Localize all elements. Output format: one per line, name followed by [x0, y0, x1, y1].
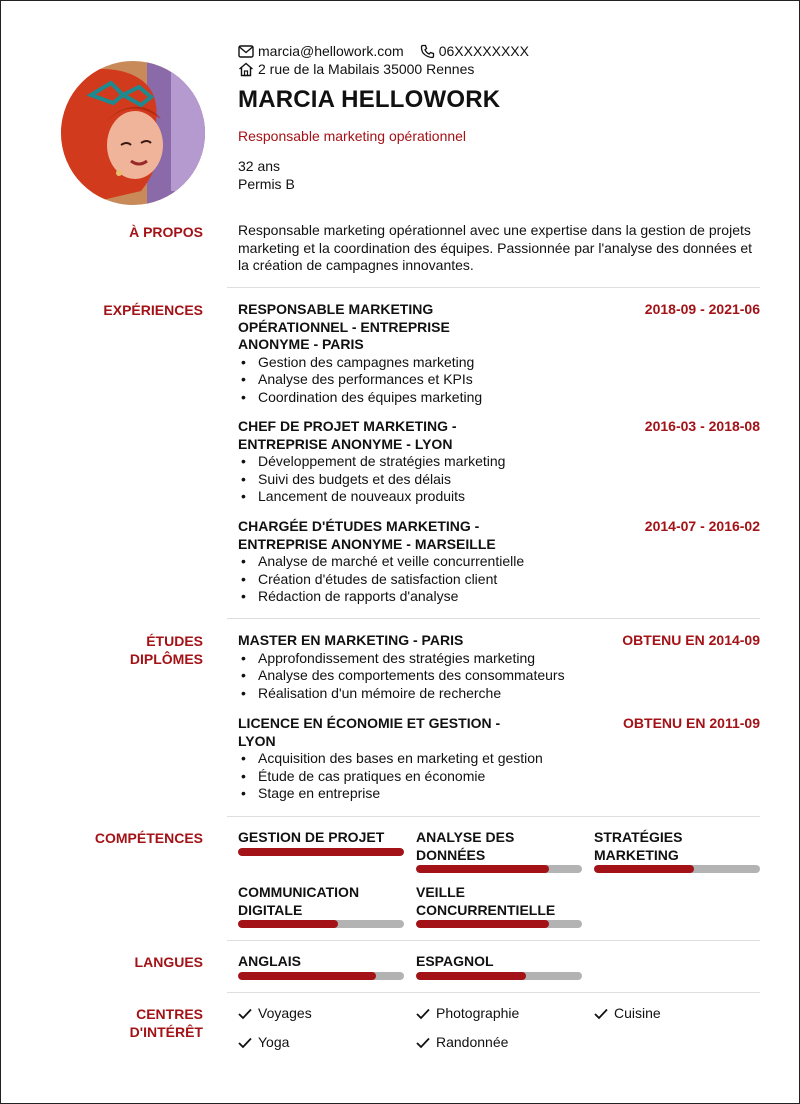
experience-date: 2018-09 - 2021-06	[644, 301, 760, 317]
skill-level-fill	[416, 920, 549, 928]
interest-item	[238, 1005, 416, 1023]
driving-license: Permis B	[238, 175, 295, 192]
education-section	[238, 632, 760, 803]
education-title: LICENCE EN ÉCONOMIE ET GESTION - LYON	[238, 715, 501, 749]
skill-level-bar	[416, 865, 582, 873]
list-item: • Gestion des campagnes marketing	[238, 354, 760, 372]
interest-label: Randonnée	[436, 1034, 509, 1051]
skills-grid	[238, 829, 760, 928]
language-name: ESPAGNOL	[416, 953, 494, 969]
language-level-bar	[238, 972, 404, 980]
list-item: • Suivi des budgets et des délais	[238, 471, 760, 489]
divider	[227, 816, 760, 817]
interest-label: Voyages	[258, 1005, 312, 1022]
language-level-bar	[416, 972, 582, 980]
divider	[227, 992, 760, 993]
email-contact	[238, 43, 404, 59]
experience-entry	[238, 418, 760, 518]
skill-level-fill	[238, 920, 338, 928]
list-item: • Développement de stratégies marketing	[238, 453, 760, 471]
experience-title: CHARGÉE D'ÉTUDES MARKETING - ENTREPRISE ANONYME - MARSEILLE	[238, 518, 496, 552]
education-entry	[238, 632, 760, 715]
education-label-line1: ÉTUDES	[146, 633, 203, 649]
language-level-fill	[238, 972, 376, 980]
interests-label-line1: CENTRES	[136, 1006, 203, 1022]
interest-item	[416, 1034, 594, 1052]
interest-label: Cuisine	[614, 1005, 661, 1022]
check-icon	[416, 1037, 430, 1049]
list-item: • Rédaction de rapports d'analyse	[238, 588, 760, 606]
experience-title: RESPONSABLE MARKETING OPÉRATIONNEL - ENTREPRISE ANONYME - PARIS	[238, 301, 450, 352]
education-bullets	[238, 650, 760, 703]
languages-grid	[238, 953, 760, 980]
about-text: Responsable marketing opérationnel avec une expertise dans la gestion de projets marketing et la coordination des équipes. Passionnée par l'analyse des données et la création de campagnes innovantes.	[238, 222, 753, 273]
envelope-icon	[238, 45, 254, 58]
check-icon	[238, 1037, 252, 1049]
experience-bullets	[238, 453, 760, 506]
skill-item	[416, 829, 582, 884]
skill-level-bar	[416, 920, 582, 928]
education-entry	[238, 715, 760, 803]
skill-name: VEILLE CONCURRENTIELLE	[416, 884, 556, 918]
skills-label: COMPÉTENCES	[94, 830, 203, 846]
interests-label-line2: D'INTÉRÊT	[129, 1024, 203, 1040]
interests-grid	[238, 1005, 760, 1052]
list-item: • Réalisation d'un mémoire de recherche	[238, 685, 760, 703]
experience-date: 2014-07 - 2016-02	[644, 518, 760, 534]
phone-icon	[420, 44, 435, 59]
list-item: • Étude de cas pratiques en économie	[238, 768, 760, 786]
experience-section	[238, 301, 760, 606]
skill-item	[238, 884, 404, 928]
skill-level-fill	[594, 865, 694, 873]
language-name: ANGLAIS	[238, 953, 301, 969]
experience-title: CHEF DE PROJET MARKETING - ENTREPRISE ANONYME - LYON	[238, 418, 457, 452]
skill-level-bar	[238, 920, 404, 928]
skill-name: STRATÉGIES MARKETING	[594, 829, 683, 863]
education-title: MASTER EN MARKETING - PARIS	[238, 632, 464, 648]
job-title: Responsable marketing opérationnel	[238, 128, 467, 144]
email-text: marcia@hellowork.com	[258, 43, 404, 59]
education-date: OBTENU EN 2014-09	[622, 632, 760, 648]
check-icon	[238, 1008, 252, 1020]
list-item: • Lancement de nouveaux produits	[238, 488, 760, 506]
skill-level-bar	[594, 865, 760, 873]
list-item: • Analyse des performances et KPIs	[238, 371, 760, 389]
skill-name: COMMUNICATION DIGITALE	[238, 884, 360, 918]
list-item: • Approfondissement des stratégies marketing	[238, 650, 760, 668]
interest-label: Photographie	[436, 1005, 520, 1022]
skill-item	[416, 884, 582, 928]
languages-section	[238, 953, 760, 980]
skill-name: ANALYSE DES DONNÉES	[416, 829, 515, 863]
languages-label: LANGUES	[134, 954, 203, 970]
phone-contact	[420, 43, 529, 59]
interests-section	[238, 1005, 760, 1052]
interest-item	[416, 1005, 594, 1023]
divider	[227, 940, 760, 941]
personal-info	[238, 158, 760, 193]
experience-date: 2016-03 - 2018-08	[644, 418, 760, 434]
address-text: 2 rue de la Mabilais 35000 Rennes	[258, 61, 475, 77]
list-item: • Création d'études de satisfaction client	[238, 571, 760, 589]
skill-item	[238, 829, 404, 884]
divider	[227, 618, 760, 619]
contact-line-2	[238, 60, 760, 78]
age: 32 ans	[238, 158, 281, 174]
avatar	[61, 61, 205, 205]
phone-text: 06XXXXXXXX	[438, 43, 529, 59]
education-date: OBTENU EN 2011-09	[623, 715, 760, 731]
language-item	[416, 953, 582, 980]
check-icon	[594, 1008, 608, 1020]
home-icon	[238, 62, 254, 77]
address-contact	[238, 61, 474, 77]
language-item	[238, 953, 404, 980]
experience-label: EXPÉRIENCES	[103, 302, 203, 318]
skill-level-bar	[238, 848, 404, 856]
experience-bullets	[238, 354, 760, 407]
skills-section	[238, 829, 760, 928]
divider	[227, 287, 760, 288]
candidate-name: MARCIA HELLOWORK	[238, 86, 501, 113]
skill-name: GESTION DE PROJET	[238, 829, 385, 845]
contact-line-1	[238, 42, 760, 60]
about-label: À PROPOS	[129, 224, 203, 240]
interest-label: Yoga	[258, 1034, 290, 1051]
experience-bullets	[238, 553, 760, 606]
list-item: • Coordination des équipes marketing	[238, 389, 760, 407]
skill-level-fill	[238, 848, 404, 856]
header	[238, 42, 760, 193]
skill-level-fill	[416, 865, 549, 873]
check-icon	[416, 1008, 430, 1020]
interest-item	[238, 1034, 416, 1052]
interests-label	[130, 1005, 203, 1041]
language-level-fill	[416, 972, 526, 980]
skill-item	[594, 829, 760, 884]
experience-entry	[238, 518, 760, 606]
list-item: • Stage en entreprise	[238, 785, 760, 803]
education-label-line2: DIPLÔMES	[129, 651, 203, 667]
education-bullets	[238, 750, 760, 803]
education-label	[130, 632, 203, 668]
experience-entry	[238, 301, 760, 418]
list-item: • Analyse de marché et veille concurrentielle	[238, 553, 760, 571]
list-item: • Analyse des comportements des consommateurs	[238, 667, 760, 685]
list-item: • Acquisition des bases en marketing et gestion	[238, 750, 760, 768]
interest-item	[594, 1005, 760, 1023]
